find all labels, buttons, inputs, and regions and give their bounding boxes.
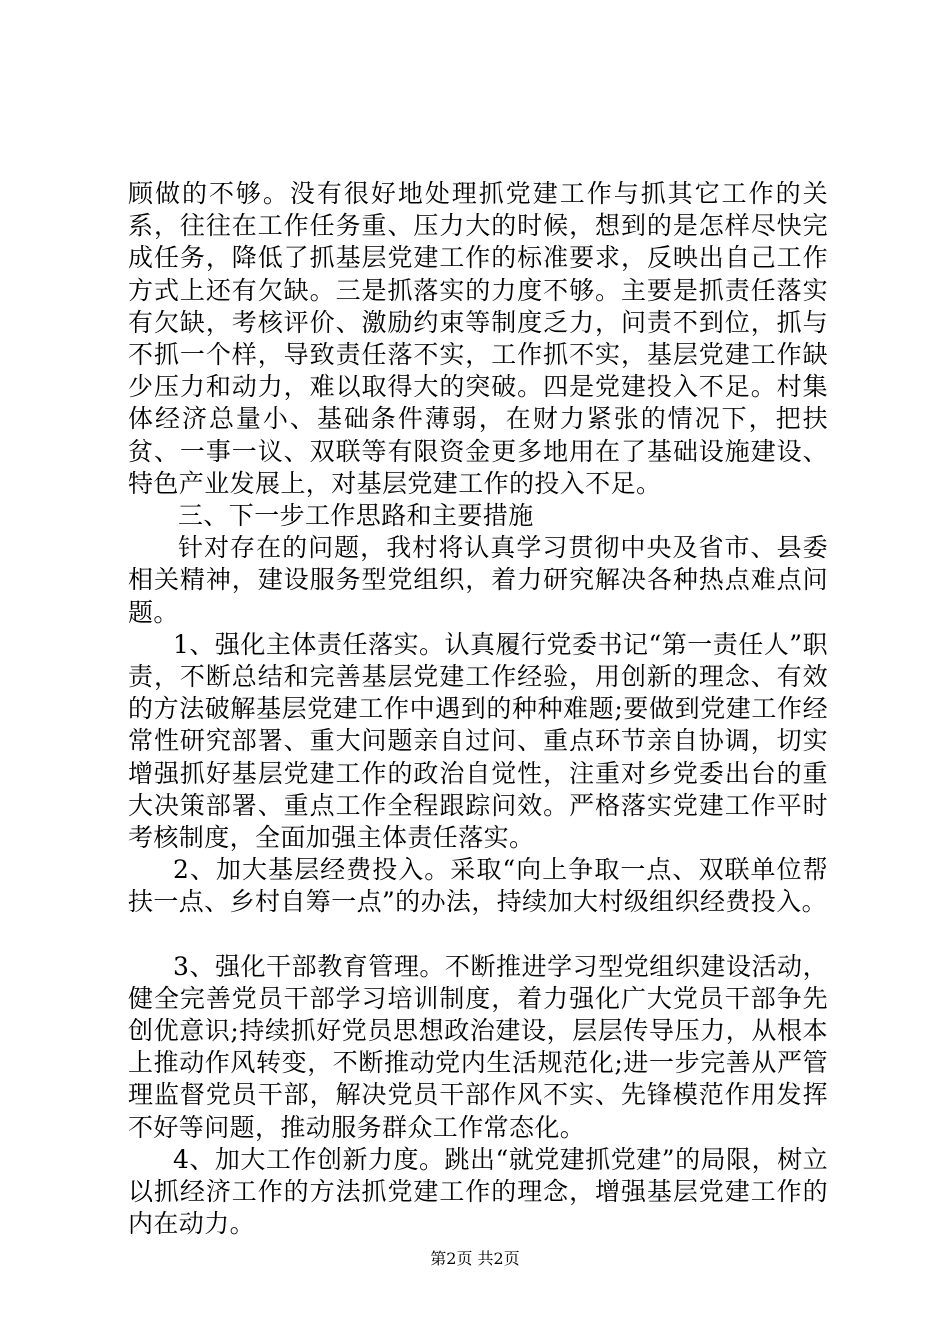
document-body xyxy=(128,178,828,1241)
paragraph-intro: 针对存在的问题，我村将认真学习贯彻中央及省市、县委相关精神，建设服务型党组织，着力研究解决各种热点难点问题。 xyxy=(128,533,828,627)
paragraph-measure-1: 1、强化主体责任落实。认真履行党委书记“第一责任人”职责，不断总结和完善基层党建工作经验，用创新的理念、有效的方法破解基层党建工作中遇到的种种难题;要做到党建工作经常性研究部署、重大问题亲自过问、重点环节亲自协调，切实增强抓好基层党建工作的政治自觉性，注重对乡党委出台的重大决策部署、重点工作全程跟踪问效。严格落实党建工作平时考核制度，全面加强主体责任落实。 xyxy=(128,629,828,853)
paragraph-measure-4: 4、加大工作创新力度。跳出“就党建抓党建”的局限，树立以抓经济工作的方法抓党建工作的理念，增强基层党建工作的内在动力。 xyxy=(128,1144,828,1239)
blank-line xyxy=(128,919,828,951)
section-heading: 三、下一步工作思路和主要措施 xyxy=(178,501,534,531)
paragraph-measure-3: 3、强化干部教育管理。不断推进学习型党组织建设活动，健全完善党员干部学习培训制度，着力强化广大党员干部争先创优意识;持续抓好党员思想政治建设，层层传导压力，从根本上推动作风转变，不断推动党内生活规范化;进一步完善从严管理监督党员干部，解决党员干部作风不实、先锋模范作用发挥不好等问题，推动服务群众工作常态化。 xyxy=(128,951,828,1142)
page-number-footer: 第2页 共2页 xyxy=(430,1249,520,1268)
paragraph-continuation: 顾做的不够。没有很好地处理抓党建工作与抓其它工作的关系，往往在工作任务重、压力大的时候，想到的是怎样尽快完成任务，降低了抓基层党建工作的标准要求，反映出自己工作方式上还有欠缺。三是抓落实的力度不够。主要是抓责任落实有欠缺，考核评价、激励约束等制度乏力，问责不到位，抓与不抓一个样，导致责任落不实，工作抓不实，基层党建工作缺少压力和动力，难以取得大的突破。四是党建投入不足。村集体经济总量小、基础条件薄弱，在财力紧张的情况下，把扶贫、一事一议、双联等有限资金更多地用在了基础设施建设、特色产业发展上，对基层党建工作的投入不足。 xyxy=(128,179,828,498)
paragraph-measure-2: 2、加大基层经费投入。采取“向上争取一点、双联单位帮扶一点、乡村自筹一点”的办法，持续加大村级组织经费投入。 xyxy=(128,855,828,917)
